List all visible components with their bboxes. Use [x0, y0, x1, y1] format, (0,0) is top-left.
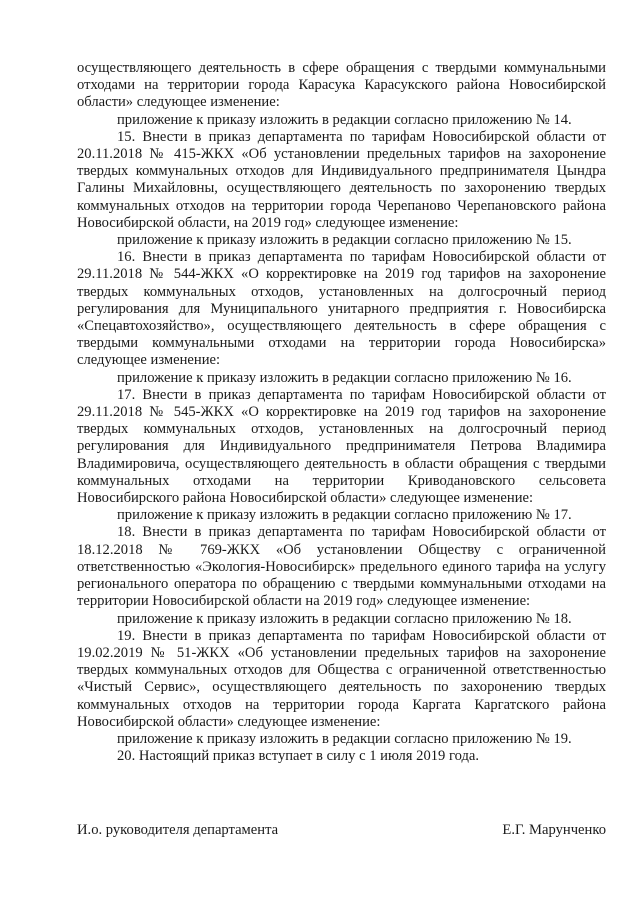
signature-block — [77, 822, 606, 839]
paragraph-amendment-16: приложение к приказу изложить в редакции согласно приложению № 16. — [117, 369, 572, 386]
paragraph-amendment-19: приложение к приказу изложить в редакции согласно приложению № 19. — [117, 730, 572, 747]
paragraph-item-20: 20. Настоящий приказ вступает в силу с 1 июля 2019 года. — [117, 748, 480, 765]
paragraph-item-19: 19. Внести в приказ департамента по тарифам Новосибирской области от 19.02.2019 № 51-ЖКХ «Об установлении предельных тарифов на захоронение твердых коммунальных отходов для Общества с ограниченной ответственностью «Чистый Сервис», осуществляющего деятельность по захоронению твердых коммунальных отходов на территории города Каргата Каргатского района Новосибирской области» следующее изменение: — [77, 627, 606, 730]
paragraph-item-15: 15. Внести в приказ департамента по тарифам Новосибирской области от 20.11.2018 № 415-ЖКХ «Об установлении предельных тарифов на захоронение твердых коммунальных отходов для Индивидуального предпринимателя Цындра Галины Михайловны, осуществляющего деятельность по захоронению твердых коммунальных отходов на территории города Черепаново Черепановского района Новосибирской области, на 2019 год» следующее изменение: — [77, 128, 606, 231]
paragraph-amendment-14: приложение к приказу изложить в редакции согласно приложению № 14. — [117, 111, 572, 128]
document-body — [77, 60, 606, 765]
paragraph-continuation: осуществляющего деятельность в сфере обращения с твердыми коммунальными отходами на территории города Карасука Карасукского района Новосибирской области» следующее изменение: — [77, 60, 606, 111]
signatory-position: И.о. руководителя департамента — [77, 822, 279, 838]
paragraph-item-17: 17. Внести в приказ департамента по тарифам Новосибирской области от 29.11.2018 № 545-ЖКХ «О корректировке на 2019 год тарифов на захоронение твердых коммунальных отходов, установленных на долгосрочный период регулирования для Индивидуального предпринимателя Петрова Владимира Владимировича, осуществляющего деятельность в области обращения с твердыми коммунальных отходами на территории Криводановского сельсовета Новосибирского района Новосибирской области» следующее изменение: — [77, 386, 606, 507]
paragraph-amendment-18: приложение к приказу изложить в редакции согласно приложению № 18. — [117, 610, 572, 627]
paragraph-amendment-17: приложение к приказу изложить в редакции согласно приложению № 17. — [117, 507, 572, 524]
paragraph-amendment-15: приложение к приказу изложить в редакции согласно приложению № 15. — [117, 232, 572, 249]
paragraph-item-18: 18. Внести в приказ департамента по тарифам Новосибирской области от 18.12.2018 № 769-ЖКХ «Об установлении Обществу с ограниченной ответственностью «Экология-Новосибирск» предельного единого тарифа на услугу регионального оператора по обращению с твердыми коммунальными отходами на территории Новосибирской области на 2019 год» следующее изменение: — [77, 524, 606, 610]
signatory-name: Е.Г. Марунченко — [502, 822, 606, 838]
paragraph-item-16: 16. Внести в приказ департамента по тарифам Новосибирской области от 29.11.2018 № 544-ЖКХ «О корректировке на 2019 год тарифов на захоронение твердых коммунальных отходов, установленных на долгосрочный период регулирования для Муниципального унитарного предприятия г. Новосибирска «Спецавтохозяйство», осуществляющего деятельность в сфере обращения с твердыми коммунальными отходами на территории города Новосибирска» следующее изменение: — [77, 249, 606, 369]
